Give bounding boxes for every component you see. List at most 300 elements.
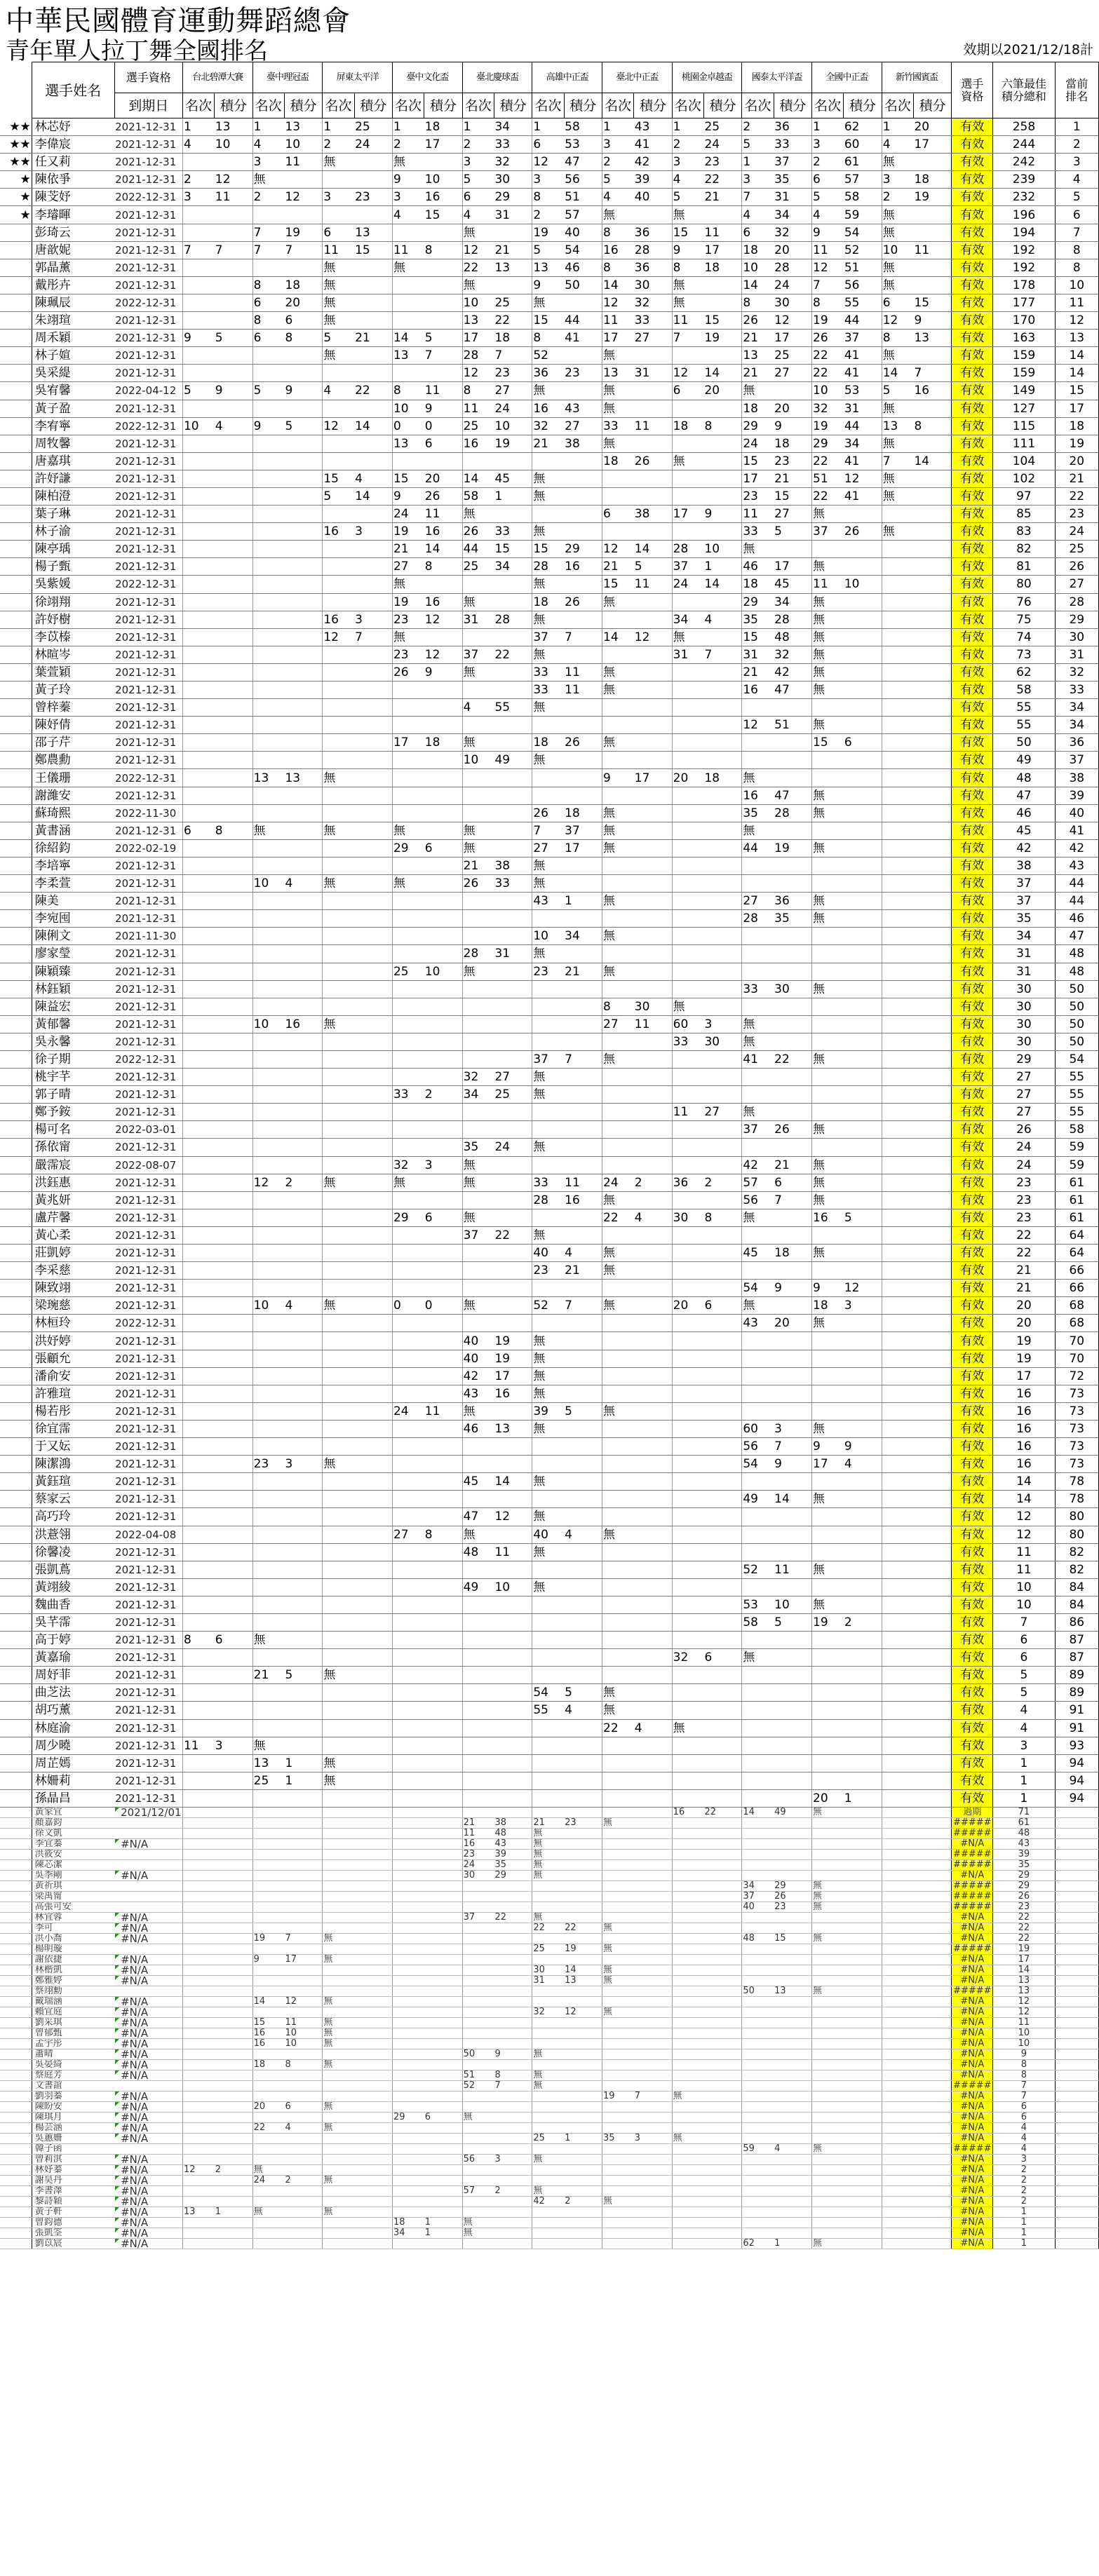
event-points [494,628,532,646]
event-points [354,2218,392,2228]
event-points [215,312,252,330]
current-rank [1055,1850,1098,1860]
event-points [564,1438,602,1456]
event-place [742,1526,774,1543]
event-points: 7 [354,628,392,646]
event-place [252,1965,284,1976]
points-subheader: 積分 [703,93,741,118]
event-points [844,1913,882,1923]
event-points: 13 [494,1420,532,1437]
expiry-date: #N/A [114,1965,182,1976]
event-place [882,2092,913,2102]
event-points [215,1772,252,1789]
event-points [844,2144,882,2155]
event-place: 13 [392,435,424,452]
event-points [703,2018,741,2028]
event-place: 無 [602,1976,634,1986]
event-points: 7 [494,2081,532,2092]
event-points: 13 [284,769,322,787]
event-points [913,1613,951,1631]
event-place [392,1902,424,1913]
best-six-total: 27 [993,1086,1055,1104]
event-points [215,1997,252,2007]
athlete-name: 林暄岑 [32,646,114,663]
event-points: 11 [215,189,252,206]
event-place: 54 [742,1456,774,1473]
event-place: 6 [532,136,564,154]
event-place: 49 [742,1491,774,1508]
event-points [494,769,532,787]
event-points [634,1772,672,1789]
event-points [844,1829,882,1839]
event-place [323,998,354,1015]
event-points [424,1965,462,1976]
event-points [564,1350,602,1367]
event-place [392,1332,424,1350]
event-place [812,1997,844,2007]
place-subheader: 名次 [182,93,214,118]
table-row [0,1596,1099,1613]
event-points [774,1262,811,1280]
qualification-status: 有效 [952,682,993,699]
event-points [215,1902,252,1913]
event-place: 19 [392,523,424,541]
table-row [0,312,1099,330]
event-points [703,1871,741,1881]
event-place [252,1526,284,1543]
event-points [913,2228,951,2239]
event-place [742,1955,774,1965]
event-place [252,558,284,576]
event-points [284,1280,322,1297]
event-place: 無 [532,1473,564,1491]
event-place [602,717,634,734]
expiry-date: 2021-12-31 [114,1561,182,1578]
event-place [532,1737,564,1754]
event-place: 33 [742,523,774,541]
event-place [392,893,424,910]
event-place [323,857,354,874]
event-points [284,1262,322,1280]
event-points [703,857,741,874]
event-points: 4 [774,2144,811,2155]
best-six-total: 27 [993,1104,1055,1121]
event-place [672,435,703,452]
event-points [913,1719,951,1737]
expiry-date: 2021-12-31 [114,1069,182,1086]
best-six-total: 39 [993,1850,1055,1860]
event-points: 11 [564,682,602,699]
event-place [323,945,354,963]
event-points: 19 [913,189,951,206]
athlete-name: 黃祈琪 [32,1881,114,1892]
event-place [462,1986,494,1997]
event-points [634,1191,672,1209]
athlete-name: 謝昊丹 [32,2176,114,2186]
event-place [742,1226,774,1244]
event-place: 無 [602,1402,634,1420]
best-six-total: 81 [993,558,1055,576]
event-place [532,452,564,470]
unranked-row [0,2049,1099,2060]
event-place [882,2239,913,2249]
event-points [913,2165,951,2176]
event-points [774,382,811,400]
event-points [215,2144,252,2155]
event-place [182,1280,214,1297]
event-points [564,1420,602,1437]
event-place [742,1543,774,1561]
event-place: 無 [462,2228,494,2239]
best-six-total: 19 [993,1332,1055,1350]
event-place [462,1754,494,1772]
athlete-name: 李宜蓁 [32,1839,114,1850]
event-points [215,1332,252,1350]
event-place: 27 [742,893,774,910]
event-points [774,2134,811,2144]
event-points [844,1719,882,1737]
qualification-status: 有效 [952,523,993,541]
event-points [284,2113,322,2123]
qualification-status: #N/A [952,2049,993,2060]
event-place: 12 [182,2165,214,2176]
event-points: 11 [564,663,602,681]
event-place: 無 [532,1913,564,1923]
event-place [602,1385,634,1402]
event-place [672,1561,703,1578]
athlete-name: 桃宇芊 [32,1069,114,1086]
event-place [182,1245,214,1262]
event-place [882,646,913,663]
event-points: 14 [703,365,741,382]
event-points: 14 [564,1965,602,1976]
table-row [0,998,1099,1015]
event-place: 32 [532,417,564,435]
event-points [913,1871,951,1881]
athlete-name: 王儀珊 [32,769,114,787]
event-place [812,1850,844,1860]
event-points [913,1649,951,1667]
event-place: 無 [532,1871,564,1881]
event-place: 無 [252,2165,284,2176]
qualification-status: #N/A [952,2197,993,2207]
unranked-row [0,1881,1099,1892]
best-six-total: 11 [993,1543,1055,1561]
event-place: 5 [323,487,354,505]
event-place [882,1934,913,1944]
event-place [812,2207,844,2218]
qualification-status: #N/A [952,2039,993,2049]
event-place: 無 [532,611,564,628]
table-row [0,506,1099,523]
best-six-total: 163 [993,330,1055,347]
table-row [0,1367,1099,1385]
best-six-total: 46 [993,804,1055,822]
event-place [252,646,284,663]
event-points: 5 [284,417,322,435]
event-place: 17 [742,470,774,487]
star-marker [0,1526,32,1543]
event-points [913,980,951,998]
athlete-name: 李柔萱 [32,875,114,893]
event-points: 6 [774,1174,811,1191]
event-points [844,1881,882,1892]
event-points [354,1860,392,1871]
event-place [742,1965,774,1976]
event-place [532,2092,564,2102]
event-place [742,2018,774,2028]
star-marker [0,576,32,593]
event-place: 14 [252,1997,284,2007]
event-points [354,787,392,804]
event-points [284,2207,322,2218]
event-points [913,1262,951,1280]
event-place [602,1850,634,1860]
event-points: 9 [215,382,252,400]
event-place [672,1632,703,1649]
athlete-name: 洪鈺惠 [32,1174,114,1191]
event-points [844,628,882,646]
qualification-status: 有效 [952,171,993,189]
event-points [844,2186,882,2197]
event-place [672,1508,703,1526]
event-points [215,1955,252,1965]
event-points [564,2039,602,2049]
event-points: 13 [284,118,322,136]
event-points: 2 [564,2197,602,2207]
event-place [602,2165,634,2176]
best-six-total: 9 [993,2049,1055,2060]
place-subheader: 名次 [882,93,913,118]
event-points: 53 [564,136,602,154]
expiry-date: 2021-11-30 [114,928,182,945]
event-place: 12 [323,417,354,435]
event-place [882,2028,913,2039]
event-points: 9 [424,663,462,681]
current-rank: 61 [1055,1191,1098,1209]
event-points [634,1667,672,1684]
event-points [913,928,951,945]
best-six-total: 7 [993,2081,1055,2092]
event-points: 23 [564,365,602,382]
event-place [323,2239,354,2249]
current-rank: 73 [1055,1420,1098,1437]
row-marker [0,2102,32,2113]
event-place [182,1881,214,1892]
event-place [323,2218,354,2228]
event-points [703,787,741,804]
event-place: 32 [672,1649,703,1667]
event-points [354,2070,392,2081]
event-place: 33 [602,417,634,435]
event-points: 26 [564,734,602,752]
athlete-name: 吳芊霈 [32,1613,114,1631]
event-points: 10 [284,2039,322,2049]
event-points [703,2134,741,2144]
event-place: 無 [882,523,913,541]
event-points: 56 [564,171,602,189]
event-place: 無 [532,1086,564,1104]
event-points [284,734,322,752]
event-points [424,1069,462,1086]
best-six-total: 23 [993,1191,1055,1209]
event-points [494,1015,532,1033]
event-place [462,1719,494,1737]
validity-note: 效期以2021/12/18計 [963,42,1093,57]
event-place [252,1596,284,1613]
event-points [913,998,951,1015]
event-place [672,787,703,804]
event-points [354,1280,392,1297]
event-points: 24 [774,276,811,294]
row-marker [0,2070,32,2081]
event-place: 12 [602,541,634,558]
event-points [564,1578,602,1596]
event-place: 無 [323,769,354,787]
current-rank: 61 [1055,1209,1098,1226]
event-place [392,2207,424,2218]
event-points [354,1367,392,1385]
event-place: 無 [882,400,913,417]
qualification-status: #N/A [952,2070,993,2081]
event-place [252,893,284,910]
best-six-total: 192 [993,259,1055,276]
event-points: 6 [284,312,322,330]
current-rank: 43 [1055,857,1098,874]
athlete-name: 黎詩穎 [32,2197,114,2207]
event-place [602,1473,634,1491]
organization-title: 中華民國體育運動舞蹈總會 [6,5,351,37]
table-row [0,435,1099,452]
expiry-date: 2021-12-31 [114,136,182,154]
event-points [215,1191,252,1209]
event-place [182,523,214,541]
event-place: 18 [742,576,774,593]
event-place [392,2102,424,2113]
current-rank [1055,1808,1098,1818]
qualification-status: 有效 [952,1297,993,1315]
event-place [812,752,844,769]
event-points [634,1923,672,1934]
event-points [634,2039,672,2049]
event-place [602,1315,634,1332]
expiry-date: 2021-12-31 [114,470,182,487]
event-points [284,1632,322,1649]
event-place: 無 [532,470,564,487]
event-place [392,1262,424,1280]
event-place [532,1456,564,1473]
event-place [323,663,354,681]
event-place [882,1871,913,1881]
event-place [882,2060,913,2070]
event-place: 19 [252,1934,284,1944]
event-place [742,1860,774,1871]
event-place [672,1367,703,1385]
athlete-name: 戴瑞涵 [32,1997,114,2007]
event-points [844,1191,882,1209]
row-marker [0,2049,32,2060]
event-points [774,752,811,769]
event-place [672,945,703,963]
expiry-date: 2021-12-31 [114,171,182,189]
event-place: 23 [532,963,564,980]
star-marker [0,1156,32,1174]
athlete-name: 任又莉 [32,154,114,171]
qualification-status: 有效 [952,1473,993,1491]
event-place [323,1944,354,1955]
event-points [354,1754,392,1772]
event-points: 29 [564,541,602,558]
event-place: 26 [392,663,424,681]
event-points [844,998,882,1015]
event-place: 無 [532,1385,564,1402]
event-place: 無 [812,1808,844,1818]
event-points [354,1438,392,1456]
event-place [602,1561,634,1578]
event-place [672,470,703,487]
event-place: 2 [392,136,424,154]
event-place [602,2113,634,2123]
event-place [672,2060,703,2070]
star-marker [0,224,32,241]
event-place: 無 [882,435,913,452]
event-points: 30 [634,998,672,1015]
event-place [182,1860,214,1871]
event-points [424,1033,462,1050]
event-place: 9 [252,1955,284,1965]
error-flag-icon [115,2123,119,2127]
event-place [602,1491,634,1508]
event-points [634,928,672,945]
table-row [0,1491,1099,1508]
event-points: 7 [564,1297,602,1315]
event-place: 24 [672,576,703,593]
event-points [564,2028,602,2039]
event-place [182,1420,214,1437]
event-place [742,857,774,874]
event-points [284,2070,322,2081]
event-place [672,1543,703,1561]
event-place [462,1456,494,1473]
event-place: 11 [323,241,354,259]
event-place: 11 [812,241,844,259]
unranked-row [0,1923,1099,1934]
event-place [882,839,913,857]
event-place [182,1438,214,1456]
event-points [913,1526,951,1543]
event-points: 2 [494,2186,532,2197]
event-place [672,822,703,839]
event-place [462,1808,494,1818]
athlete-name: 吳季剛 [32,1871,114,1881]
event-place [532,1613,564,1631]
event-points [354,400,392,417]
expiry-date: 2021-12-31 [114,1350,182,1367]
event-place: 14 [392,330,424,347]
event-points [564,1104,602,1121]
event-place [462,1191,494,1209]
event-points [215,347,252,365]
event-place [602,611,634,628]
best-six-total: 22 [993,1226,1055,1244]
event-place [462,1702,494,1719]
event-place [812,1385,844,1402]
athlete-name: 李苡榛 [32,628,114,646]
star-marker: ★ [0,189,32,206]
event-points [564,1808,602,1818]
qualification-status: #N/A [952,2228,993,2239]
event-place [532,1955,564,1965]
